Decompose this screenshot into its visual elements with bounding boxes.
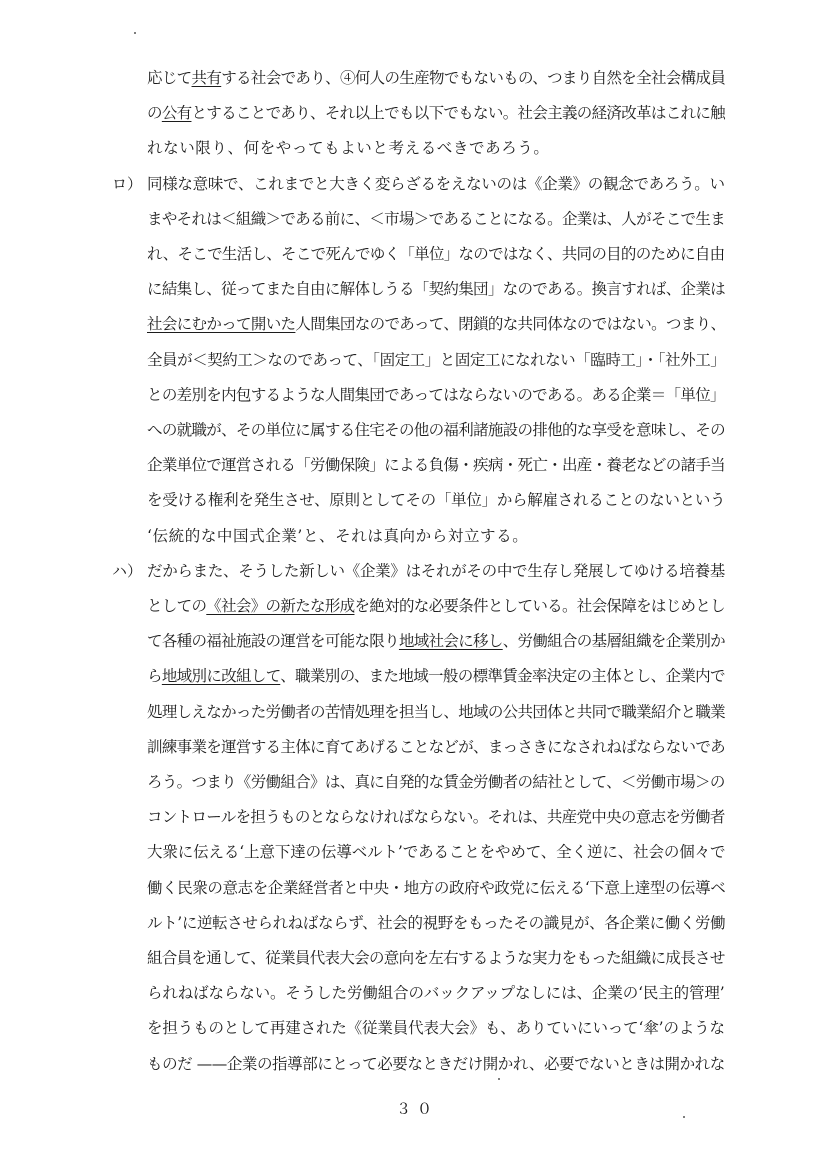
page-number: ３０ <box>396 1100 439 1118</box>
text-line <box>147 807 725 827</box>
text-line <box>147 420 725 440</box>
text-line <box>147 68 725 88</box>
text-segment: を絶対的な必要条件としている。社会保障をはじめとし <box>354 597 725 615</box>
text-segment: れない限り、何をやってもよいと考えるべきであろう。 <box>147 139 550 157</box>
text-line <box>147 913 725 933</box>
text-line <box>147 490 725 510</box>
text-segment: との差別を内包するような人間集団であってはならないのである。ある企業＝「単位」 <box>147 386 725 404</box>
text-line <box>147 561 725 581</box>
text-segment: て各種の福祉施設の運営を可能な限り <box>147 632 399 650</box>
text-line <box>147 455 725 475</box>
text-line <box>147 666 725 686</box>
text-line <box>147 350 725 370</box>
item-marker: ロ） <box>112 175 143 193</box>
text-line <box>147 209 725 229</box>
text-line <box>147 1054 725 1074</box>
text-segment: ルト’に逆転させられねばならず、社会的視野をもったその識見が、各企業に働く労働 <box>147 914 726 932</box>
underlined-text: 共有 <box>191 69 222 87</box>
text-segment: 訓練事業を運営する主体に育てあげることなどが、まっさきになされねばならないであ <box>147 738 725 756</box>
text-line <box>147 526 528 546</box>
text-segment: 、職業別の、また地域一般の標準賃金率決定の主体とし、企業内で <box>280 667 725 685</box>
text-line <box>147 138 550 158</box>
text-segment: 応じて <box>147 69 192 87</box>
text-line <box>147 631 725 651</box>
scan-speck <box>683 1116 685 1118</box>
text-line <box>147 878 725 898</box>
underlined-text: 公有 <box>161 104 192 122</box>
text-segment: 、労働組合の基層組織を企業別か <box>502 632 726 650</box>
text-segment: する社会であり、④何人の生産物でもないもの、つまり自然を全社会構成員 <box>221 69 726 87</box>
text-segment: の <box>147 104 162 122</box>
text-segment: ら <box>147 667 162 685</box>
text-segment: 大衆に伝える‘上意下達の伝導ベルト’であることをやめて、全く逆に、社会の個々で <box>147 843 726 861</box>
text-segment: ろう。つまり《労働組合》は、真に自発的な賃金労働者の結社として、＜労働市場＞の <box>147 773 725 791</box>
text-line <box>147 842 725 862</box>
underlined-text: 社会にむかって開いた <box>147 315 296 333</box>
text-segment: を担うものとして再建された《従業員代表大会》も、ありていにいって‘傘’のような <box>147 1019 725 1037</box>
text-segment: 人間集団なのであって、閉鎖的な共同体なのではない。つまり、 <box>295 315 726 333</box>
text-segment: だからまた、そうした新しい《企業》はそれがその中で生存し発展してゆける培養基 <box>147 562 725 580</box>
text-segment: れ、そこで生活し、そこで死んでゆく「単位」なのではなく、共同の目的のために自由 <box>147 245 725 263</box>
text-line <box>147 174 725 194</box>
text-line <box>147 702 725 722</box>
text-line <box>147 279 725 299</box>
text-line <box>147 983 725 1003</box>
text-segment: 処理しえなかった労働者の苦情処理を担当し、地域の公共団体と共同で職業紹介と職業 <box>147 703 725 721</box>
text-segment: ものだ ——企業の指導部にとって必要なときだけ開かれ、必要でないときは開かれな <box>147 1055 725 1073</box>
text-line <box>147 737 725 757</box>
text-segment: 企業単位で運営される「労働保険」による負傷・疾病・死亡・出産・養老などの諸手当 <box>147 456 725 474</box>
text-segment: に結集し、従ってまた自由に解体しうる「契約集団」なのである。換言すれば、企業は <box>147 280 725 298</box>
item-marker: ハ） <box>112 562 143 580</box>
text-segment: 同様な意味で、これまでと大きく変らざるをえないのは《企業》の観念であろう。い <box>147 175 725 193</box>
underlined-text: 《社会》の新たな形成 <box>206 597 355 615</box>
underlined-text: 地域社会に移し <box>398 632 503 650</box>
text-line <box>147 596 725 616</box>
text-line <box>147 385 725 405</box>
text-segment: 働く民衆の意志を企業経営者と中央・地方の政府や政党に伝える‘下意上達型の伝導ベ <box>147 879 726 897</box>
underlined-text: 地域別に改組して <box>161 667 281 685</box>
text-segment: コントロールを担うものとならなければならない。それは、共産党中央の意志を労働者 <box>147 808 725 826</box>
text-segment: とすることであり、それ以上でも以下でもない。社会主義の経済改革はこれに触 <box>191 104 725 122</box>
text-line <box>147 314 725 334</box>
text-segment: としての <box>147 597 207 615</box>
text-segment: への就職が、その単位に属する住宅その他の福利諸施設の排他的な享受を意味し、その <box>147 421 725 439</box>
text-line <box>147 1018 725 1038</box>
text-segment: 全員が＜契約工＞なのであって、「固定工」と固定工になれない「臨時工」・「社外工」 <box>147 351 726 369</box>
text-segment: ‘伝統的な中国式企業’と、それは真向から対立する。 <box>147 527 529 545</box>
text-line <box>147 948 725 968</box>
text-segment: 組合員を通して、従業員代表大会の意向を左右するような実力をもった組織に成長させ <box>147 949 725 967</box>
text-line <box>147 244 724 264</box>
scan-speck <box>498 1078 500 1080</box>
text-segment: まやそれは＜組織＞である前に、＜市場＞であることになる。企業は、人がそこで生ま <box>147 210 725 228</box>
text-line <box>147 103 725 123</box>
scan-speck <box>134 32 136 34</box>
text-segment: られねばならない。そうした労働組合のバックアップなしには、企業の‘民主的管理’ <box>147 984 725 1002</box>
text-segment: を受ける権利を発生させ、原則としてその「単位」から解雇されることのないという <box>147 491 726 509</box>
text-line <box>147 772 725 792</box>
